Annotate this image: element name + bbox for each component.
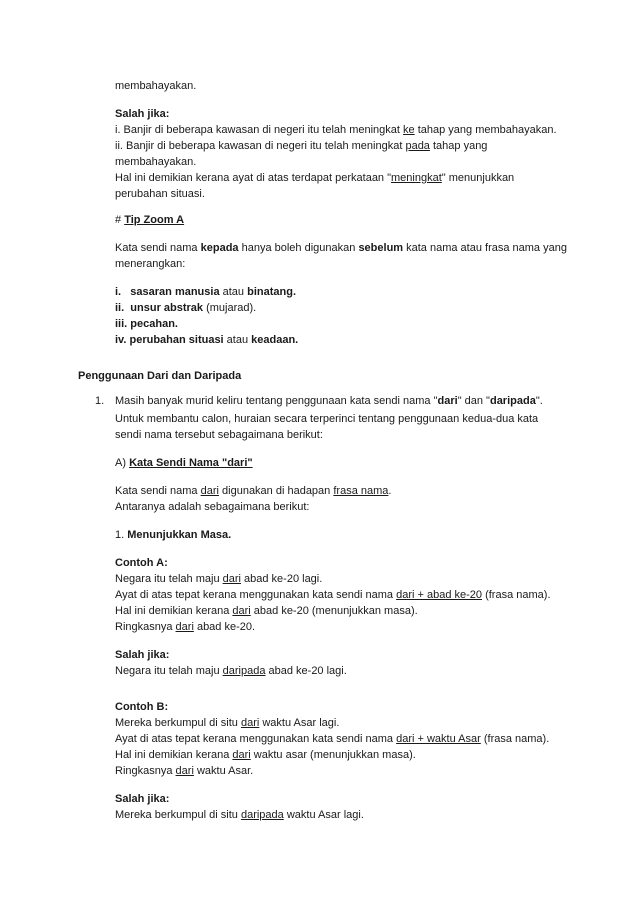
salah-label: Salah jika: bbox=[115, 793, 170, 805]
subsection-title: A) Kata Sendi Nama "dari" bbox=[115, 457, 253, 469]
example-line: Hal ini demikian kerana dari abad ke-20 (menunjukkan masa). bbox=[115, 605, 418, 617]
tip-list-item: iii. pecahan. bbox=[115, 318, 178, 330]
salah-example: Mereka berkumpul di situ daripada waktu Asar lagi. bbox=[115, 809, 364, 821]
salah-line-ii: ii. Banjir di beberapa kawasan di negeri itu telah meningkat pada tahap yang bbox=[115, 140, 488, 152]
antara-line: Antaranya adalah sebagaimana berikut: bbox=[115, 501, 310, 513]
tip-para-cont: menerangkan: bbox=[115, 258, 186, 270]
example-line: Hal ini demikian kerana dari waktu asar (menunjukkan masa). bbox=[115, 749, 416, 761]
hal-line: Hal ini demikian kerana ayat di atas terdapat perkataan "meningkat" menunjukkan bbox=[115, 172, 515, 184]
contoh-b-block bbox=[115, 699, 578, 823]
salah-line-i: i. Banjir di beberapa kawasan di negeri itu telah meningkat ke tahap yang membahayakan. bbox=[115, 124, 557, 136]
example-line: Ringkasnya dari waktu Asar. bbox=[115, 765, 254, 777]
salah-label: Salah jika: bbox=[115, 108, 170, 120]
example-line: Ringkasnya dari abad ke-20. bbox=[115, 621, 256, 633]
tip-para: Kata sendi nama kepada hanya boleh digunakan sebelum kata nama atau frasa nama yang bbox=[115, 242, 567, 254]
hal-line-cont: perubahan situasi. bbox=[115, 188, 205, 200]
section-body bbox=[115, 393, 578, 543]
tip-list-item: iv. perubahan situasi atau keadaan. bbox=[115, 334, 299, 346]
sub-heading: 1. Menunjukkan Masa. bbox=[115, 529, 232, 541]
tip-title: # Tip Zoom A bbox=[115, 214, 185, 226]
tip-list-item: ii. unsur abstrak (mujarad). bbox=[115, 302, 257, 314]
list-number: 1. bbox=[95, 395, 105, 407]
definition-line: Kata sendi nama dari digunakan di hadapan frasa nama. bbox=[115, 485, 392, 497]
intro-line: Masih banyak murid keliru tentang penggunaan kata sendi nama "dari" dan "daripada". bbox=[115, 395, 543, 407]
salah-example: Negara itu telah maju daripada abad ke-20 lagi. bbox=[115, 665, 347, 677]
example-line: Ayat di atas tepat kerana menggunakan kata sendi nama dari + abad ke-20 (frasa nama). bbox=[115, 589, 551, 601]
section-heading: Penggunaan Dari dan Daripada bbox=[78, 370, 242, 382]
tip-block bbox=[115, 212, 578, 348]
top-block bbox=[115, 78, 578, 202]
example-line: Mereka berkumpul di situ dari waktu Asar lagi. bbox=[115, 717, 340, 729]
salah-label: Salah jika: bbox=[115, 649, 170, 661]
intro-line-3: sendi nama tersebut sebagaimana berikut: bbox=[115, 429, 323, 441]
example-line: Ayat di atas tepat kerana menggunakan kata sendi nama dari + waktu Asar (frasa nama). bbox=[115, 733, 550, 745]
salah-line-ii-cont: membahayakan. bbox=[115, 156, 197, 168]
tip-list-item: i. sasaran manusia atau binatang. bbox=[115, 286, 296, 298]
intro-line-2: Untuk membantu calon, huraian secara terperinci tentang penggunaan kedua-dua kata bbox=[115, 413, 539, 425]
example-line: Negara itu telah maju dari abad ke-20 lagi. bbox=[115, 573, 323, 585]
contoh-b-label: Contoh B: bbox=[115, 701, 169, 713]
contoh-a-label: Contoh A: bbox=[115, 557, 168, 569]
contoh-a-block bbox=[115, 555, 578, 679]
continued-text: membahayakan. bbox=[115, 80, 197, 92]
